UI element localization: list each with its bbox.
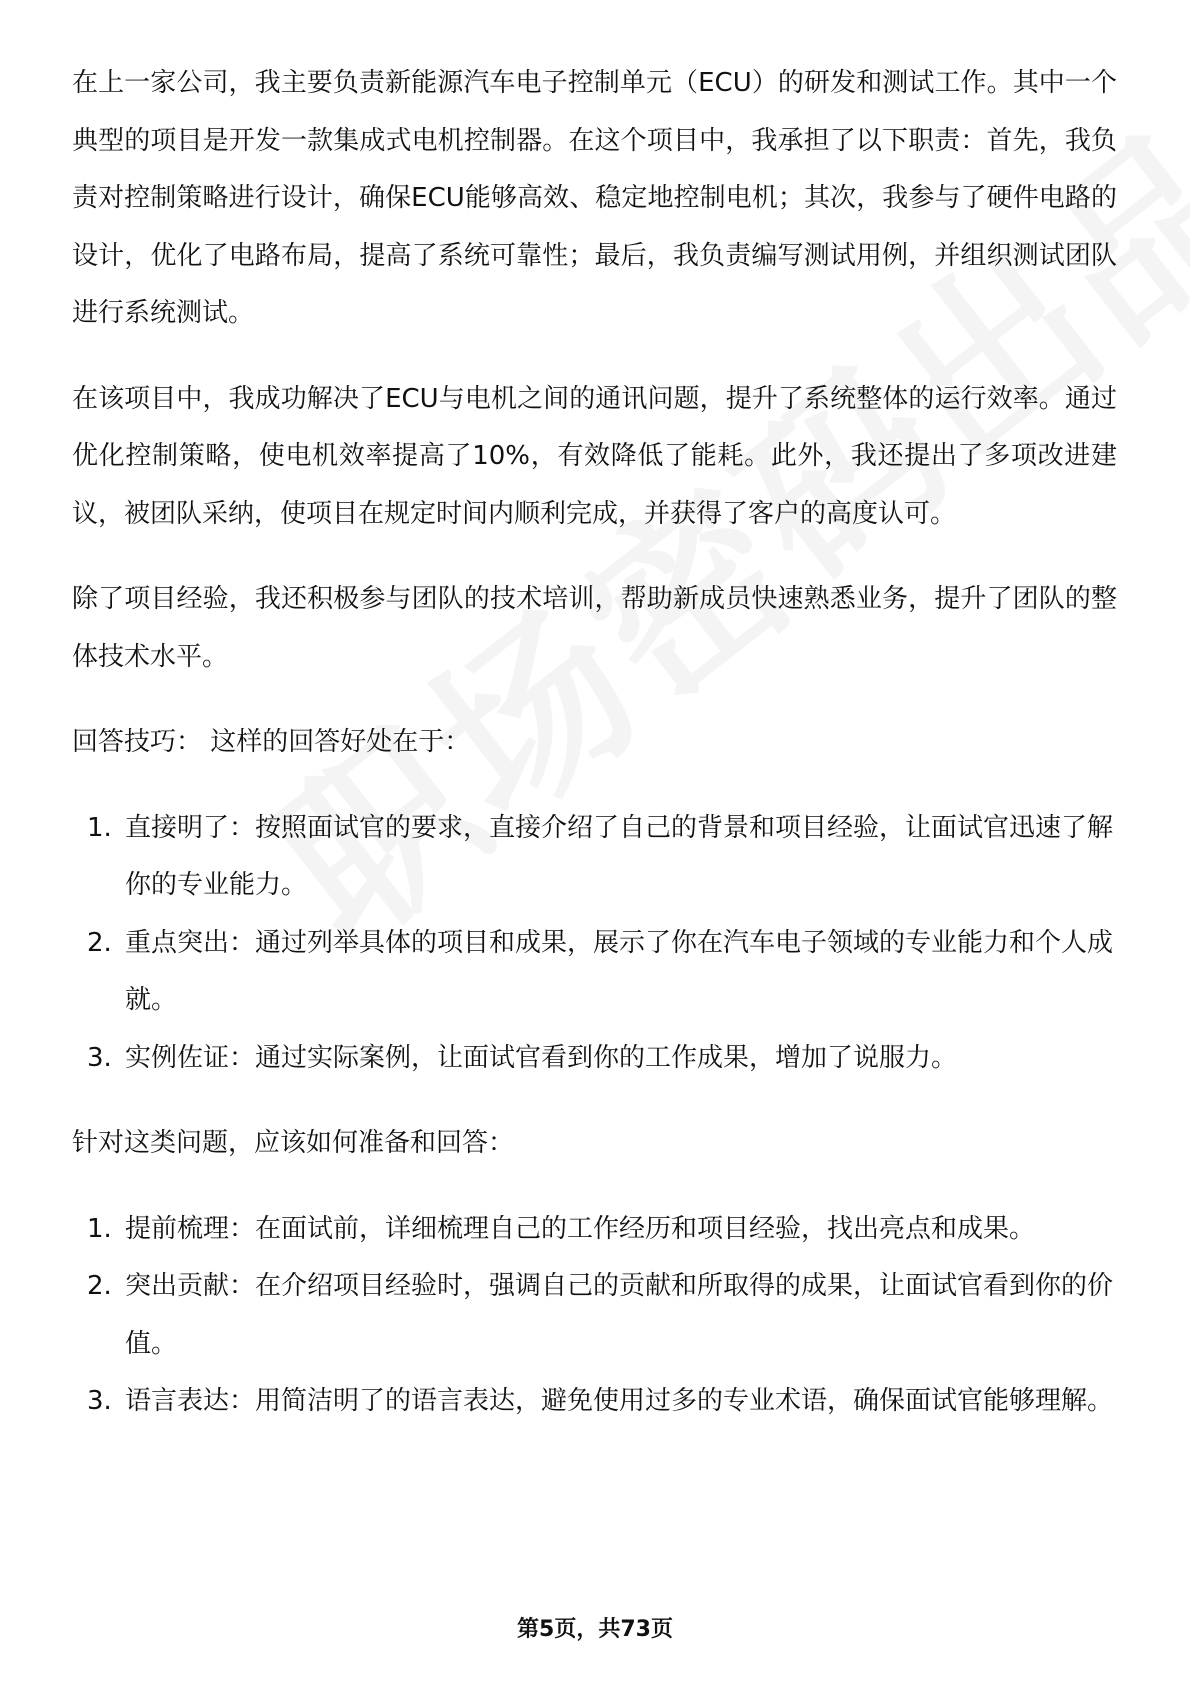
prep-heading: 针对这类问题，应该如何准备和回答： — [72, 1128, 515, 1158]
list-item-number: 3. — [87, 1042, 112, 1073]
tips-heading: 回答技巧： 这样的回答好处在于： — [72, 727, 471, 757]
paragraph-experience: 在上一家公司，我主要负责新能源汽车电子控制单元（ECU）的研发和测试工作。其中一个典型的项目是开发一款集成式电机控制器。在这个项目中，我承担了以下职责：首先，我负责对控制策略进行设计，确保ECU能够高效、稳定地控制电机；其次，我参与了硬件电路的设计，优化了电路布局，提高了系统可靠性；最后，我负责编写测试用例，并组织测试团队进行系统测试。 — [72, 68, 1117, 328]
page-content — [72, 55, 1117, 1431]
list-item-text: 语言表达：用简洁明了的语言表达，避免使用过多的专业术语，确保面试官能够理解。 — [125, 1386, 1114, 1416]
list-item — [72, 800, 1117, 915]
list-item-number: 2. — [87, 1271, 112, 1301]
paragraph-spacer — [72, 772, 1117, 800]
paragraph-spacer — [72, 1087, 1117, 1115]
list-item-number: 2. — [87, 927, 112, 958]
list-item — [72, 1258, 1117, 1373]
paragraph-spacer — [72, 343, 1117, 371]
list-item — [72, 1373, 1117, 1431]
tips-list — [72, 800, 1117, 1088]
list-item-text: 提前梳理：在面试前，详细梳理自己的工作经历和项目经验，找出亮点和成果。 — [125, 1213, 1036, 1244]
list-item-text: 实例佐证：通过实际案例，让面试官看到你的工作成果，增加了说服力。 — [125, 1042, 958, 1073]
paragraph-spacer — [72, 543, 1117, 571]
page-number: 第5页，共73页 — [517, 1617, 673, 1642]
paragraph-achievements: 在该项目中，我成功解决了ECU与电机之间的通讯问题，提升了系统整体的运行效率。通过优化控制策略，使电机效率提高了10%，有效降低了能耗。此外，我还提出了多项改进建议，被团队采纳，使项目在规定时间内顺利完成，并获得了客户的高度认可。 — [72, 383, 1117, 529]
list-item-text: 直接明了：按照面试官的要求，直接介绍了自己的背景和项目经验，让面试官迅速了解你的专业能力。 — [125, 812, 1114, 900]
paragraph-spacer — [72, 686, 1117, 714]
paragraph-spacer — [72, 1173, 1117, 1201]
list-item — [72, 915, 1117, 1030]
list-item-text: 重点突出：通过列举具体的项目和成果，展示了你在汽车电子领域的专业能力和个人成就。 — [125, 927, 1114, 1015]
paragraph-team-training: 除了项目经验，我还积极参与团队的技术培训，帮助新成员快速熟悉业务，提升了团队的整体技术水平。 — [72, 584, 1117, 672]
list-item — [72, 1030, 1117, 1088]
list-item-number: 1. — [87, 812, 112, 843]
list-item-text: 突出贡献：在介绍项目经验时，强调自己的贡献和所取得的成果，让面试官看到你的价值。 — [125, 1271, 1114, 1359]
list-item — [72, 1201, 1117, 1259]
list-item-number: 1. — [87, 1213, 112, 1244]
prep-list — [72, 1201, 1117, 1431]
list-item-number: 3. — [87, 1386, 112, 1416]
